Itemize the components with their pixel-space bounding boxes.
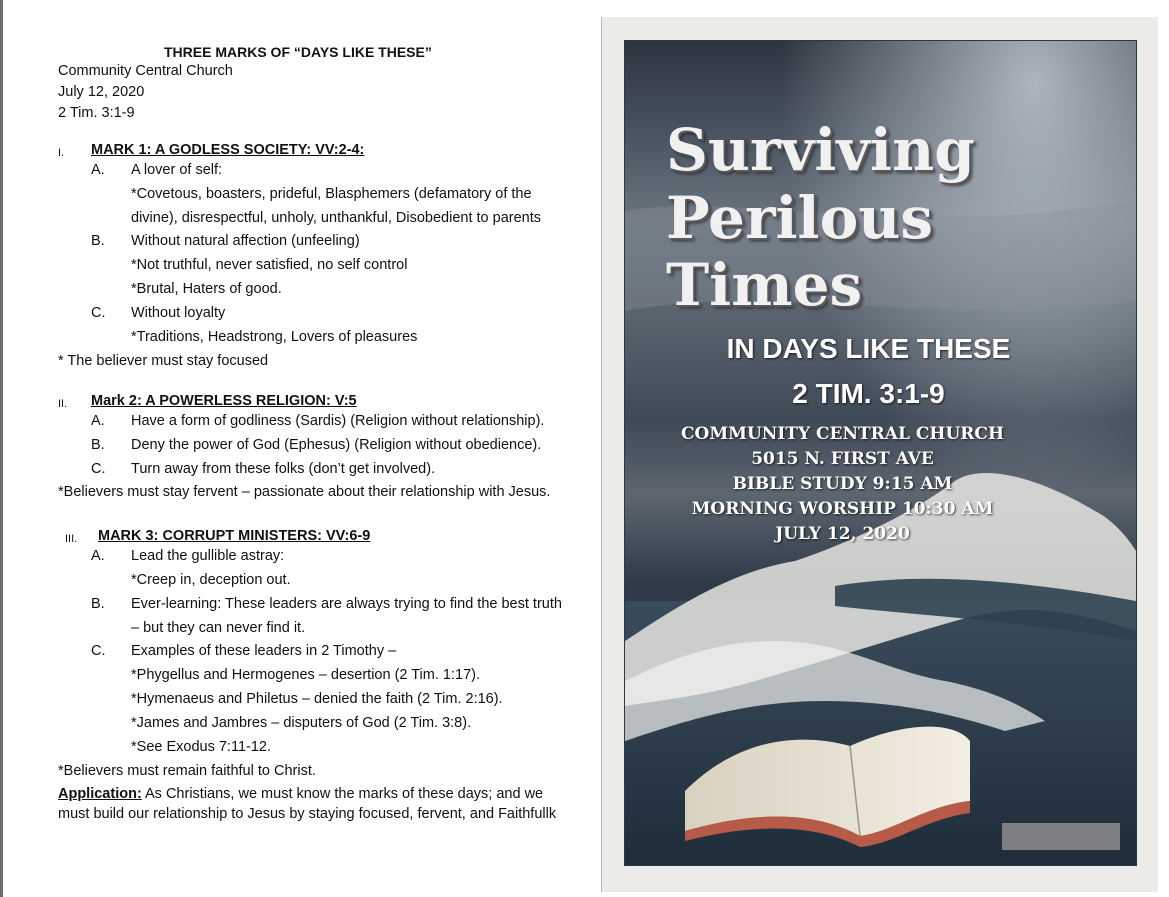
item-letter: A. (91, 413, 105, 429)
detail-line: *Traditions, Headstrong, Lovers of pleasures (131, 329, 418, 345)
section-1-numeral: I. (58, 147, 65, 159)
item-text: A lover of self: (131, 162, 223, 178)
application-line (58, 785, 543, 803)
detail-line: – but they can never find it. (131, 620, 306, 636)
item-text: Have a form of godliness (Sardis) (Religion without relationship). (131, 413, 545, 429)
item-letter: B. (91, 437, 105, 453)
section-3-heading: MARK 3: CORRUPT MINISTERS: VV:6-9 (98, 528, 371, 544)
scripture-reference: 2 Tim. 3:1-9 (58, 105, 135, 121)
item-letter: C. (91, 305, 106, 321)
item-text: Turn away from these folks (don’t get involved). (131, 461, 436, 477)
item-text: Examples of these leaders in 2 Timothy – (131, 643, 397, 659)
application-text-2: must build our relationship to Jesus by staying focused, fervent, and Faithfullk (58, 806, 557, 822)
item-letter: B. (91, 233, 105, 249)
cover-scripture: 2 TIM. 3:1-9 (792, 378, 945, 409)
item-text: Ever-learning: These leaders are always trying to find the best truth (131, 596, 562, 612)
cover-title-line-2: Perilous (666, 184, 934, 252)
cover-address: 5015 N. FIRST AVE (751, 449, 934, 469)
detail-line: *See Exodus 7:11-12. (131, 739, 271, 755)
item-letter: C. (91, 643, 106, 659)
application-label: Application: (58, 786, 142, 802)
sermon-date: July 12, 2020 (58, 84, 145, 100)
section-note: *Believers must remain faithful to Christ. (58, 763, 316, 779)
handout-title: THREE MARKS OF “DAYS LIKE THESE” (164, 44, 432, 60)
section-1-heading: MARK 1: A GODLESS SOCIETY: VV:2-4: (91, 142, 365, 158)
detail-line: *James and Jambres – disputers of God (2 Tim. 3:8). (131, 715, 472, 731)
item-letter: A. (91, 548, 105, 564)
detail-line: *Hymenaeus and Philetus – denied the faith (2 Tim. 2:16). (131, 691, 503, 707)
section-note: * The believer must stay focused (58, 353, 269, 369)
application-text: As Christians, we must know the marks of these days; and we (141, 786, 544, 802)
detail-line: *Not truthful, never satisfied, no self control (131, 257, 408, 273)
cover-date: JULY 12, 2020 (775, 524, 910, 544)
cover-image (624, 40, 1137, 866)
church-name: Community Central Church (58, 63, 233, 79)
item-text: Without natural affection (unfeeling) (131, 233, 360, 249)
item-letter: B. (91, 596, 105, 612)
item-text: Deny the power of God (Ephesus) (Religion without obedience). (131, 437, 542, 453)
cover-title-line-1: Surviving (666, 116, 975, 184)
item-letter: A. (91, 162, 105, 178)
item-letter: C. (91, 461, 106, 477)
cover-worship-time: MORNING WORSHIP 10:30 AM (691, 499, 994, 519)
cover-church-name: COMMUNITY CENTRAL CHURCH (681, 424, 1004, 444)
detail-line: *Phygellus and Hermogenes – desertion (2 Tim. 1:17). (131, 667, 480, 683)
cover-subtitle: IN DAYS LIKE THESE (726, 333, 1011, 364)
cover-bible-study-time: BIBLE STUDY 9:15 AM (732, 474, 953, 494)
section-2-heading: Mark 2: A POWERLESS RELIGION: V:5 (91, 393, 357, 409)
detail-line: *Covetous, boasters, prideful, Blasphemers (defamatory of the (131, 186, 532, 202)
section-2-numeral: II. (58, 398, 68, 410)
detail-line: divine), disrespectful, unholy, unthankful, Disobedient to parents (131, 210, 542, 226)
section-note: *Believers must stay fervent – passionate about their relationship with Jesus. (58, 484, 551, 500)
item-text: Without loyalty (131, 305, 226, 321)
item-text: Lead the gullible astray: (131, 548, 285, 564)
detail-line: *Creep in, deception out. (131, 572, 291, 588)
redaction-box (1002, 823, 1120, 850)
detail-line: *Brutal, Haters of good. (131, 281, 282, 297)
cover-title-line-3: Times (666, 251, 863, 319)
section-3-numeral: III. (65, 533, 78, 545)
